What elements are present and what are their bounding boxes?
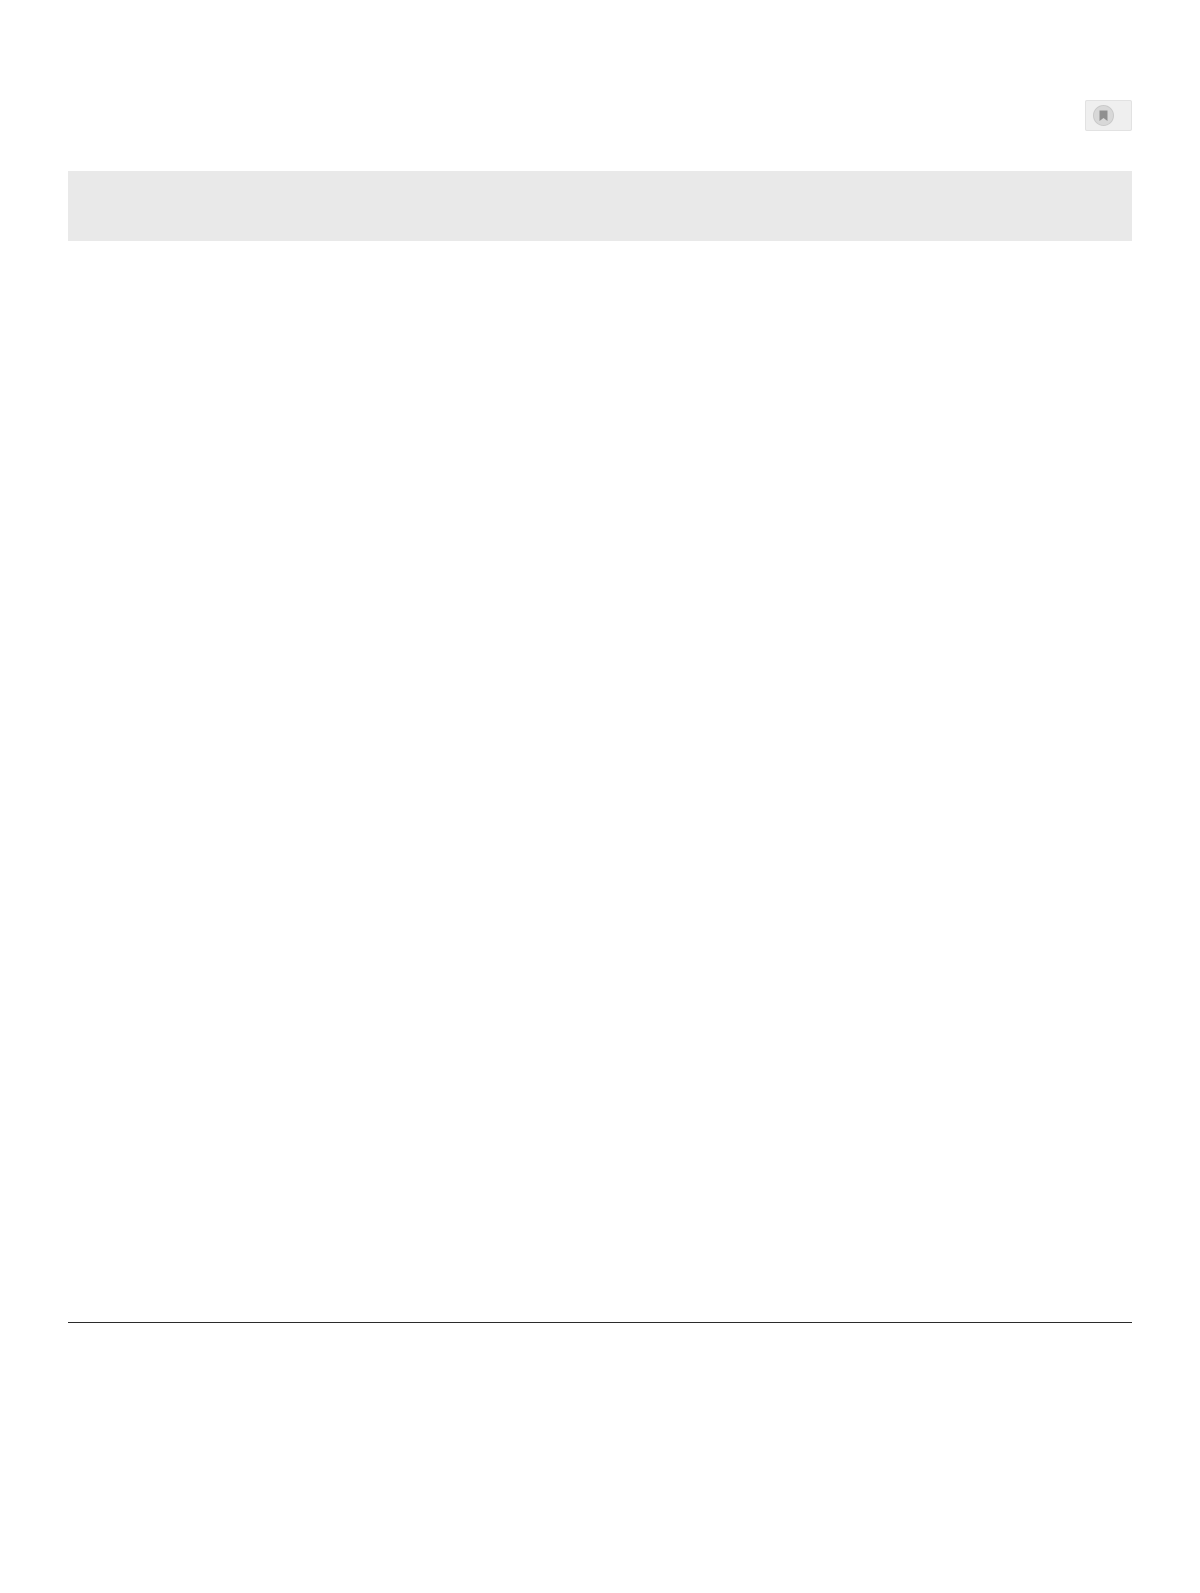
abstract-box bbox=[68, 171, 1132, 241]
body-columns bbox=[68, 281, 1132, 282]
crossmark-icon bbox=[1093, 105, 1114, 126]
column-left bbox=[68, 281, 566, 282]
column-right bbox=[604, 281, 1102, 282]
footnote-divider bbox=[68, 1322, 1132, 1323]
article-type-row bbox=[68, 114, 1132, 144]
check-for-updates-button[interactable] bbox=[1085, 100, 1132, 131]
running-head bbox=[68, 0, 1132, 52]
